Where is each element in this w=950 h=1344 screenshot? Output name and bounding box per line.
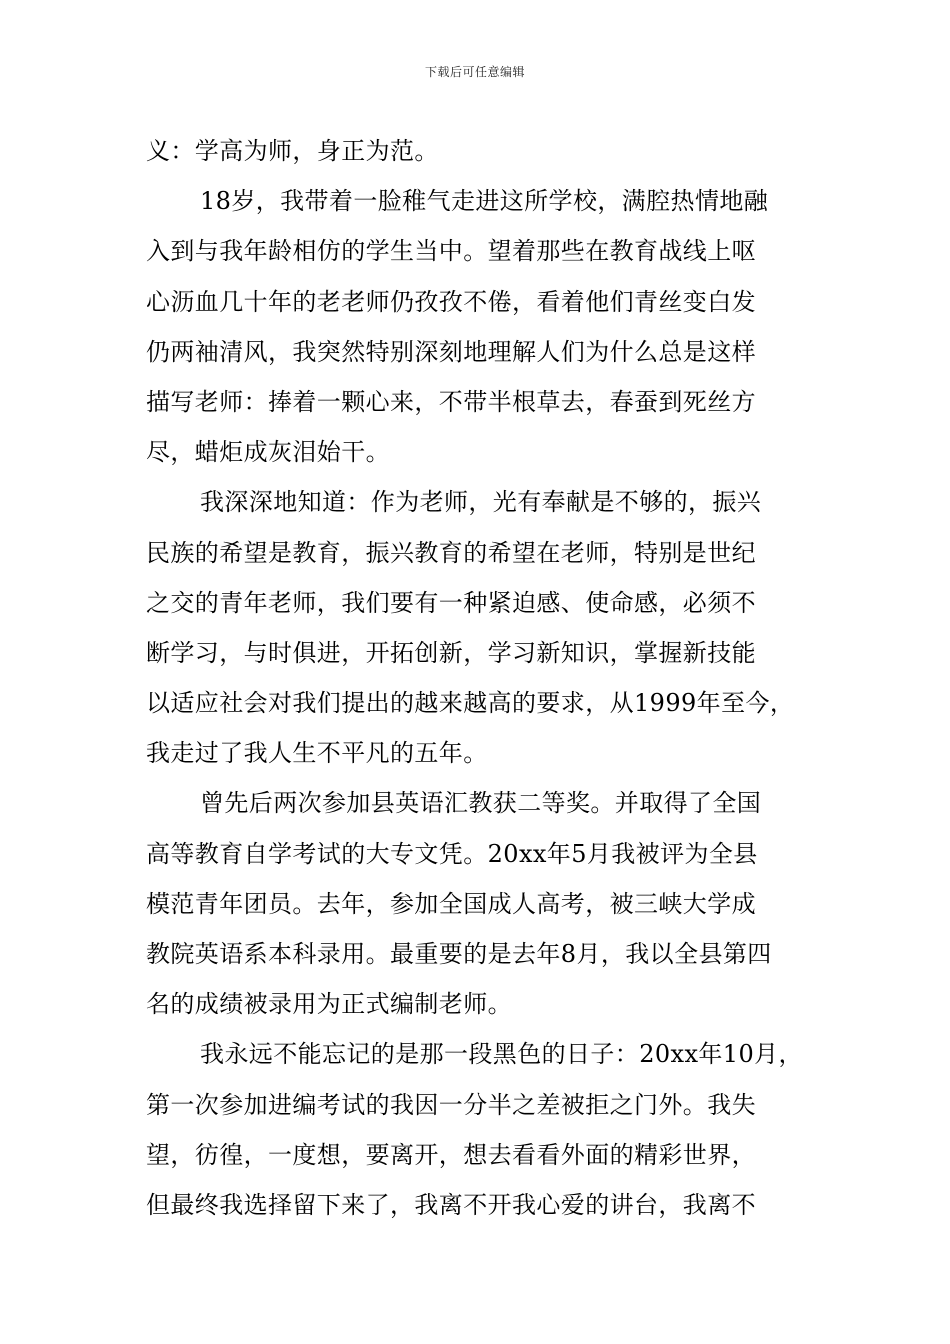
text-line: 望，彷徨，一度想，要离开，想去看看外面的精彩世界， xyxy=(146,1140,756,1169)
text-line: 但最终我选择留下来了，我离不开我心爱的讲台，我离不 xyxy=(146,1190,756,1219)
text-line: 模范青年团员。去年，参加全国成人高考，被三峡大学成 xyxy=(146,889,756,918)
text-line: 教院英语系本科录用。最重要的是去年8月，我以全县第四 xyxy=(146,940,772,968)
text-line: 我走过了我人生不平凡的五年。 xyxy=(146,739,488,768)
text-line: 描写老师：捧着一颗心来，不带半根草去，春蚕到死丝方 xyxy=(146,387,756,416)
text-line: 名的成绩被录用为正式编制老师。 xyxy=(146,990,512,1019)
text-line: 仍两袖清风，我突然特别深刻地理解人们为什么总是这样 xyxy=(146,337,756,366)
text-line: 18岁，我带着一脸稚气走进这所学校，满腔热情地融 xyxy=(200,187,769,216)
text-line: 我永远不能忘记的是那一段黑色的日子：20xx年10月， xyxy=(200,1040,803,1069)
text-line: 民族的希望是教育，振兴教育的希望在老师，特别是世纪 xyxy=(146,538,756,567)
text-line: 高等教育自学考试的大专文凭。20xx年5月我被评为全县 xyxy=(146,839,758,868)
text-line: 心沥血几十年的老老师仍孜孜不倦，看着他们青丝变白发 xyxy=(146,287,756,316)
text-line: 以适应社会对我们提出的越来越高的要求，从1999年至今， xyxy=(146,689,795,718)
text-line: 第一次参加进编考试的我因一分半之差被拒之门外。我失 xyxy=(146,1090,756,1119)
document-body xyxy=(146,126,814,1230)
text-line: 断学习，与时俱进，开拓创新，学习新知识，掌握新技能 xyxy=(146,638,756,667)
text-line: 尽，蜡炬成灰泪始干。 xyxy=(146,438,390,467)
text-line: 入到与我年龄相仿的学生当中。望着那些在教育战线上呕 xyxy=(146,237,756,266)
page-header: 下载后可任意编辑 xyxy=(424,65,525,79)
text-line: 我深深地知道：作为老师，光有奉献是不够的，振兴 xyxy=(200,488,762,517)
text-line: 之交的青年老师，我们要有一种紧迫感、使命感，必须不 xyxy=(146,588,756,617)
text-line: 义：学高为师，身正为范。 xyxy=(146,137,439,165)
text-line: 曾先后两次参加县英语汇教获二等奖。并取得了全国 xyxy=(200,789,762,818)
